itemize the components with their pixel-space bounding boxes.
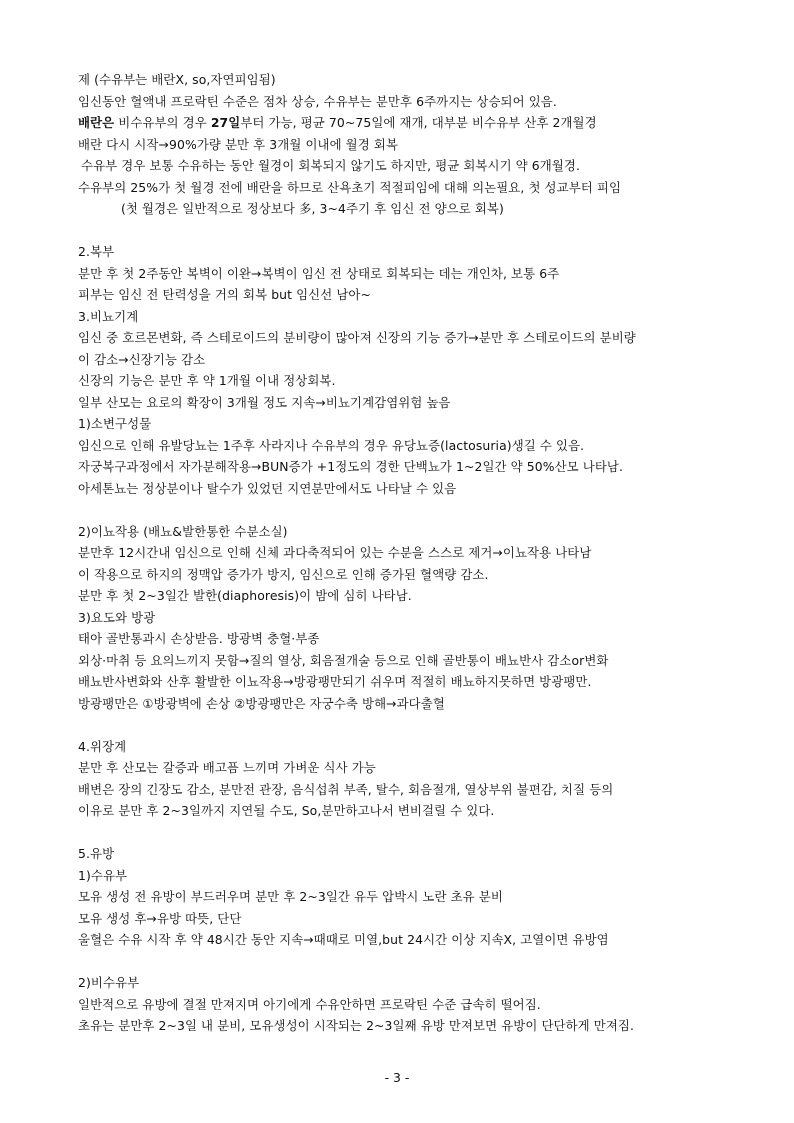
text-line: (첫 월경은 일반적으로 정상보다 多, 3~4주기 후 임신 전 양으로 회복) — [121, 201, 504, 216]
text-line: 임신으로 인해 유발당뇨는 1주후 사라지나 수유부의 경우 유당뇨증(lactosuria)생길 수 있음. — [78, 437, 585, 453]
text-line: 태아 골반통과시 손상받음. 방광벽 충혈·부종 — [78, 631, 320, 646]
page-number: - 3 - — [384, 1070, 410, 1085]
bold-term: 배란은 — [78, 115, 115, 130]
text-line: 이 감소→신장기능 감소 — [78, 351, 206, 367]
text-line: 외상·마취 등 요의느끼지 못함→질의 열상, 회음절개술 등으로 인해 골반통이 배뇨반사 감소or변화 — [78, 652, 609, 668]
text-line: 모유 생성 전 유방이 부드러우며 분만 후 2~3일간 유두 압박시 노란 초유 분비 — [78, 889, 503, 904]
text-line: 배란 다시 시작→90%가량 분만 후 3개월 이내에 월경 회복 — [78, 136, 399, 152]
text-line: 자궁복구과정에서 자가분해작용→BUN증가 +1정도의 경한 단백뇨가 1~2일간 약 50%산모 나타남. — [78, 459, 624, 474]
text-line: 임신 중 호르몬변화, 즉 스테로이드의 분비량이 많아져 신장의 기능 증가→분만 후 스테로이드의 분비량 — [78, 330, 636, 345]
text-line: 방광팽만은 ①방광벽에 손상 ②방광팽만은 자궁수축 방해→과다출혈 — [78, 695, 445, 711]
text-line: 분만후 12시간내 임신으로 인해 신체 과다축적되어 있는 수분을 스스로 제거→이뇨작용 나타남 — [78, 545, 592, 560]
text-line: 5.유방 — [78, 846, 115, 861]
text-line: 1)소변구성물 — [78, 416, 152, 431]
text-line: 배변은 장의 긴장도 감소, 분만전 관장, 음식섭취 부족, 탈수, 회음절개, 열상부위 불편감, 치질 등의 — [78, 781, 614, 797]
text-line: 2)이뇨작용 (배뇨&발한통한 수분소실) — [78, 523, 288, 539]
text-line: 이유로 분만 후 2~3일까지 지연될 수도, So,분만하고나서 변비걸릴 수 있다. — [78, 803, 495, 818]
text-line: 아세톤뇨는 정상분이나 탈수가 있었던 지연분만에서도 나타날 수 있음 — [78, 480, 457, 496]
text-line: 수유부 경우 보통 수유하는 동안 월경이 회복되지 않기도 하지만, 평균 회복시기 약 6개월경. — [81, 158, 581, 173]
text-line: 일부 산모는 요로의 확장이 3개월 정도 지속→비뇨기계감염위험 높음 — [78, 394, 451, 410]
text-line: 3.비뇨기계 — [78, 308, 139, 324]
text-segment: 부터 가능, 평균 70~75일에 재개, 대부분 비수유부 산후 2개월경 — [240, 115, 597, 130]
text-line: 분만 후 산모는 갈증과 배고픔 느끼며 가벼운 식사 가능 — [78, 760, 376, 775]
text-line: 일반적으로 유방에 결절 만져지며 아기에게 수유안하면 프로락틴 수준 급속히 떨어짐. — [78, 996, 541, 1012]
text-line: 초유는 분만후 2~3일 내 분비, 모유생성이 시작되는 2~3일째 유방 만져보면 유방이 단단하게 만져짐. — [78, 1018, 635, 1033]
bold-term: 27일 — [210, 115, 241, 130]
text-line: 제 (수유부는 배란X, so,자연피임됨) — [78, 72, 276, 87]
text-segment: 비수유부의 경우 — [114, 115, 211, 130]
text-line: 울혈은 수유 시작 후 약 48시간 동안 지속→때때로 미열,but 24시간 이상 지속X, 고열이면 유방염 — [78, 932, 609, 947]
text-line: 4.위장계 — [78, 738, 127, 754]
text-line: 2)비수유부 — [78, 975, 140, 990]
text-line: 수유부의 25%가 첫 월경 전에 배란을 하므로 산욕초기 적절피임에 대해 의논필요, 첫 성교부터 피임 — [78, 179, 622, 195]
text-line: 신장의 기능은 분만 후 약 1개월 이내 정상회복. — [78, 373, 336, 388]
text-line: 3)요도와 방광 — [78, 609, 156, 625]
text-line: 피부는 임신 전 탄력성을 거의 회복 but 임신선 남아~ — [78, 287, 371, 302]
text-line: 이 작용으로 하지의 정맥압 증가가 방지, 임신으로 인해 증가된 혈액량 감소. — [78, 566, 489, 582]
text-line: 모유 생성 후→유방 따뜻, 단단 — [78, 910, 242, 926]
text-line — [78, 115, 597, 131]
text-line: 임신동안 혈액내 프로락틴 수준은 점차 상승, 수유부는 분만후 6주까지는 상승되어 있음. — [78, 93, 557, 109]
text-line: 1)수유부 — [78, 867, 128, 883]
text-line: 2.복부 — [78, 244, 115, 259]
text-line: 배뇨반사변화와 산후 활발한 이뇨작용→방광팽만되기 쉬우며 적절히 배뇨하지못하면 방광팽만. — [78, 674, 592, 689]
text-line: 분만 후 첫 2주동안 복벽이 이완→복벽이 임신 전 상태로 회복되는 데는 개인차, 보통 6주 — [78, 265, 560, 281]
text-line: 분만 후 첫 2~3일간 발한(diaphoresis)이 밤에 심히 나타남. — [78, 588, 412, 603]
